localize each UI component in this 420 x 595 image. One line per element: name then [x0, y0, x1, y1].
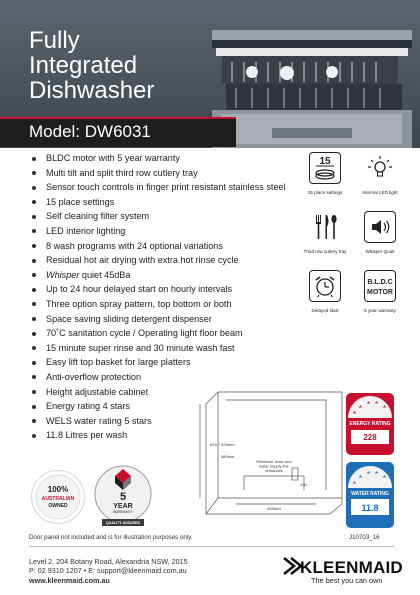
- place-settings-icon: [309, 152, 341, 184]
- small-label: 100: [300, 482, 307, 487]
- model-label: Model: DW6031: [29, 122, 151, 141]
- badge-owned: OWNED: [48, 503, 68, 509]
- feature-item: Height adjustable cabinet: [22, 385, 297, 400]
- place-settings-number: 15: [319, 156, 331, 167]
- bldc-text-bottom: MOTOR: [367, 289, 393, 296]
- feature-item: Self cleaning filter system: [22, 209, 297, 224]
- icon-cell-whisper: [355, 211, 405, 255]
- water-rating-value: 11.8: [361, 503, 379, 513]
- icon-caption: Internal LED light: [362, 190, 398, 195]
- warranty-word: YEAR: [113, 503, 133, 510]
- star-rating-labels: [345, 392, 395, 530]
- brand-logo: KLEENMAID: [300, 558, 403, 577]
- icon-cell-bldc: [355, 270, 405, 314]
- icon-caption: 15 place settings: [307, 190, 343, 195]
- whisper-quiet-icon: [364, 211, 396, 243]
- feature-item: 70˚C sanitation cycle / Operating light floor beam: [22, 326, 297, 341]
- feature-item: Three option spray pattern, top bottom or both: [22, 297, 297, 312]
- disclaimer-text: Door panel not included and is for illustration purposes only.: [29, 534, 193, 541]
- height-label: 815 ~ 875mm: [210, 442, 235, 447]
- side-label: 580mm: [221, 454, 235, 459]
- feature-item: Anti-overflow protection: [22, 370, 297, 385]
- note-line: entrances: [265, 468, 283, 473]
- title-line: Dishwasher: [29, 77, 155, 104]
- footer-website-link[interactable]: www.kleenmaid.com.au: [29, 575, 110, 585]
- feature-rest: quiet 45dBa: [79, 269, 131, 280]
- energy-rating-value: 228: [363, 433, 377, 442]
- feature-item: Multi tilt and split third row cutlery tray: [22, 166, 297, 181]
- icon-caption: Third row cutlery tray: [303, 249, 347, 254]
- icon-cell-cutlery: [300, 211, 350, 255]
- icon-cell-led: [355, 152, 405, 196]
- feature-item: Easy lift top basket for large platters: [22, 355, 297, 370]
- footer-phone-email: P: 02 9310 1207 • E: support@kleenmaid.com.au: [29, 566, 187, 576]
- warranty-badge: [93, 464, 153, 524]
- icon-cell-delay: [300, 270, 350, 314]
- icon-caption: Delayed start: [311, 308, 339, 313]
- brand-tagline: The best you can own: [311, 576, 383, 585]
- bldc-motor-icon: [364, 270, 396, 302]
- footer-divider: [29, 546, 394, 547]
- note-line: water supply line: [259, 463, 289, 469]
- title-line: Integrated: [29, 52, 138, 79]
- water-rating-title: WATER RATING: [351, 491, 389, 497]
- icon-caption: 5 year warranty: [364, 308, 396, 313]
- feature-item: [22, 268, 297, 283]
- energy-rating-title: ENERGY RATING: [349, 421, 391, 427]
- feature-item: LED interior lighting: [22, 224, 297, 239]
- icon-caption: Whisper Quiet: [365, 249, 395, 254]
- title-line: Fully: [29, 27, 80, 54]
- feature-item: 8 wash programs with 24 optional variations: [22, 239, 297, 254]
- feature-italic: Whisper: [46, 269, 80, 280]
- feature-item: Up to 24 hour delayed start on hourly intervals: [22, 282, 297, 297]
- warranty-number: 5: [119, 491, 127, 503]
- feature-item: Space saving sliding detergent dispenser: [22, 312, 297, 327]
- bldc-text-top: B.L.D.C: [367, 279, 393, 286]
- footer-address: Level 2, 204 Botany Road, Alexandria NSW, 2015: [29, 557, 188, 566]
- reference-code: J10703_16: [349, 534, 380, 541]
- note-line: Electrical, drain and: [256, 459, 292, 464]
- australian-owned-badge: [31, 470, 85, 524]
- cutlery-tray-icon: [309, 211, 341, 243]
- dishwasher-image: [212, 28, 412, 148]
- delayed-start-icon: [309, 270, 341, 302]
- feature-item: 11.8 Litres per wash: [22, 428, 297, 443]
- width-label: 600mm: [267, 506, 281, 511]
- icon-cell-place-settings: [300, 152, 350, 196]
- feature-item: Energy rating 4 stars: [22, 399, 297, 414]
- quality-assured: QUALITY ASSURED: [105, 521, 141, 525]
- feature-item: Sensor touch controls in finger print resistant stainless steel: [22, 180, 297, 195]
- page-title: [29, 28, 219, 103]
- footer-contact: [29, 557, 188, 585]
- feature-item: WELS water rating 5 stars: [22, 414, 297, 429]
- feature-item: 15 place settings: [22, 195, 297, 210]
- badge-country: AUSTRALIAN: [41, 496, 75, 502]
- feature-item: BLDC motor with 5 year warranty: [22, 151, 297, 166]
- warranty-sub: WARRANTY: [113, 510, 133, 514]
- led-light-icon: [364, 152, 396, 184]
- installation-diagram: [196, 386, 344, 516]
- badge-percent: 100%: [47, 485, 69, 494]
- feature-item: 15 minute super rinse and 30 minute wash fast: [22, 341, 297, 356]
- feature-item: Residual hot air drying with extra hot rinse cycle: [22, 253, 297, 268]
